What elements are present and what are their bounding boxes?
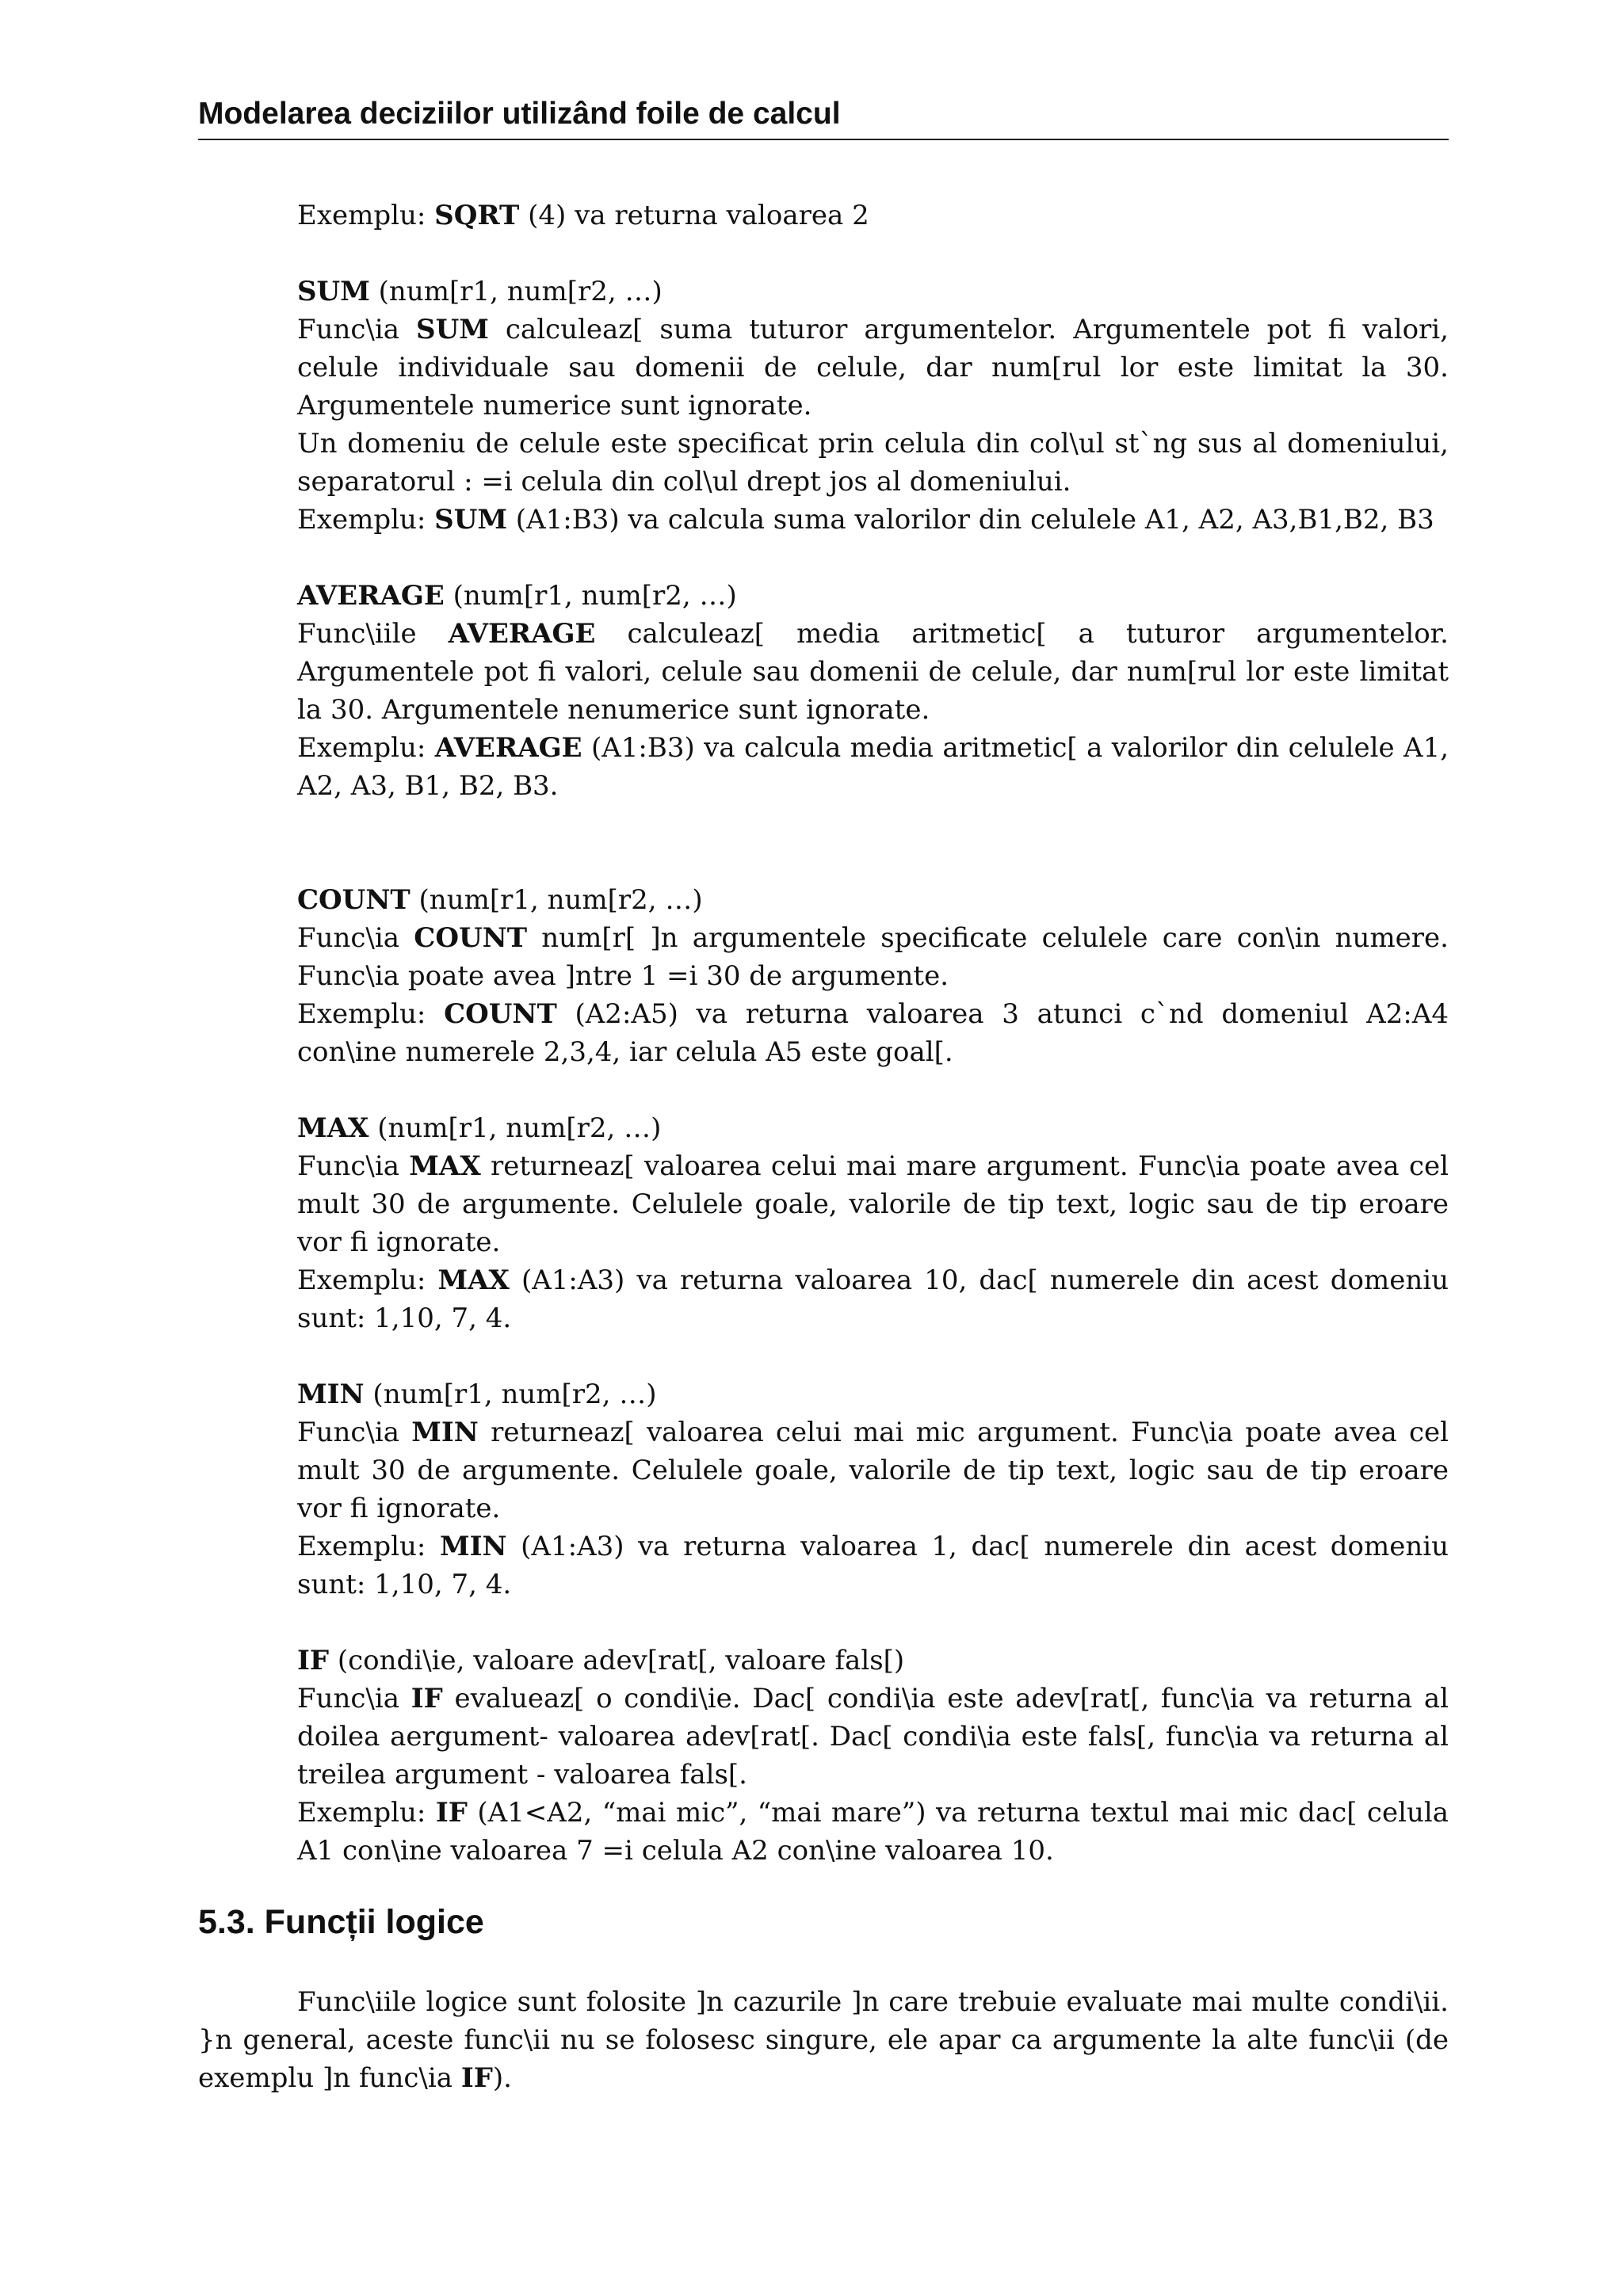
max-description: Func\ia MAX returneaz[ valoarea celui mai mare argument. Func\ia poate avea cel mult 30 de argumente. Celulele goale, valorile de tip text, logic sau de tip eroare vor fi ignorate. <box>297 1150 1449 1258</box>
function-name: AVERAGE <box>297 580 445 612</box>
count-signature: COUNT (num[r1, num[r2, …) <box>297 884 703 916</box>
function-name: MIN <box>297 1379 365 1410</box>
min-signature: MIN (num[r1, num[r2, …) <box>297 1379 657 1410</box>
section-paragraph: Func\iile logice sunt folosite ]n cazurile ]n care trebuie evaluate mai multe condi\ii. }n general, aceste func\ii nu se folosesc singure, ele apar ca argumente la alte func\ii (de exemplu ]n func\ia IF). <box>198 1986 1449 2094</box>
function-name: IF <box>297 1645 330 1676</box>
average-signature: AVERAGE (num[r1, num[r2, …) <box>297 580 737 612</box>
max-signature: MAX (num[r1, num[r2, …) <box>297 1112 662 1144</box>
sqrt-example: Exemplu: SQRT (4) va returna valoarea 2 <box>297 200 869 231</box>
if-description: Func\ia IF evalueaz[ o condi\ie. Dac[ condi\ia este adev[rat[, func\ia va returna al doilea aergument- valoarea adev[rat[. Dac[ condi\ia este fals[, func\ia va returna al treilea argument - valoarea fals[. <box>297 1683 1449 1791</box>
sum-range-note: Un domeniu de celule este specificat prin celula din col\ul st`ng sus al domeniului, separatorul : =i celula din col\ul drept jos al domeniului. <box>297 428 1449 498</box>
average-example: Exemplu: AVERAGE (A1:B3) va calcula media aritmetic[ a valorilor din celulele A1, A2, A3, B1, B2, B3. <box>297 732 1449 802</box>
function-name: SQRT <box>434 200 520 231</box>
sum-signature: SUM (num[r1, num[r2, …) <box>297 276 663 307</box>
section-heading: 5.3. Funcții logice <box>198 1903 484 1941</box>
sum-description: Func\ia SUM calculeaz[ suma tuturor argumentelor. Argumentele pot fi valori, celule individuale sau domenii de celule, dar num[rul lor este limitat la 30. Argumentele numerice sunt ignorate. <box>297 314 1449 421</box>
min-example: Exemplu: MIN (A1:A3) va returna valoarea 1, dac[ numerele din acest domeniu sunt: 1,10, 7, 4. <box>297 1531 1449 1600</box>
function-name: COUNT <box>297 884 411 916</box>
sum-example: Exemplu: SUM (A1:B3) va calcula suma valorilor din celulele A1, A2, A3,B1,B2, B3 <box>297 504 1434 536</box>
function-name: MAX <box>297 1112 369 1144</box>
average-description: Func\iile AVERAGE calculeaz[ media aritmetic[ a tuturor argumentelor. Argumentele pot fi valori, celule sau domenii de celule, dar num[rul lor este limitat la 30. Argumentele nenumerice sunt ignorate. <box>297 618 1449 726</box>
count-description: Func\ia COUNT num[r[ ]n argumentele specificate celulele care con\in numere. Func\ia poate avea ]ntre 1 =i 30 de argumente. <box>297 922 1449 992</box>
function-name: SUM <box>297 276 370 307</box>
min-description: Func\ia MIN returneaz[ valoarea celui mai mic argument. Func\ia poate avea cel mult 30 de argumente. Celulele goale, valorile de tip text, logic sau de tip eroare vor fi ignorate. <box>297 1417 1449 1524</box>
max-example: Exemplu: MAX (A1:A3) va returna valoarea 10, dac[ numerele din acest domeniu sunt: 1,10, 7, 4. <box>297 1264 1449 1334</box>
count-example: Exemplu: COUNT (A2:A5) va returna valoarea 3 atunci c`nd domeniul A2:A4 con\ine numerele 2,3,4, iar celula A5 este goal[. <box>297 998 1449 1068</box>
function-descriptions <box>297 196 1449 1870</box>
running-header: Modelarea deciziilor utilizând foile de calcul <box>198 98 1449 140</box>
if-example: Exemplu: IF (A1<A2, “mai mic”, “mai mare”) va returna textul mai mic dac[ celula A1 con\ine valoarea 7 =i celula A2 con\ine valoarea 10. <box>297 1797 1449 1867</box>
if-signature: IF (condi\ie, valoare adev[rat[, valoare fals[) <box>297 1645 905 1676</box>
